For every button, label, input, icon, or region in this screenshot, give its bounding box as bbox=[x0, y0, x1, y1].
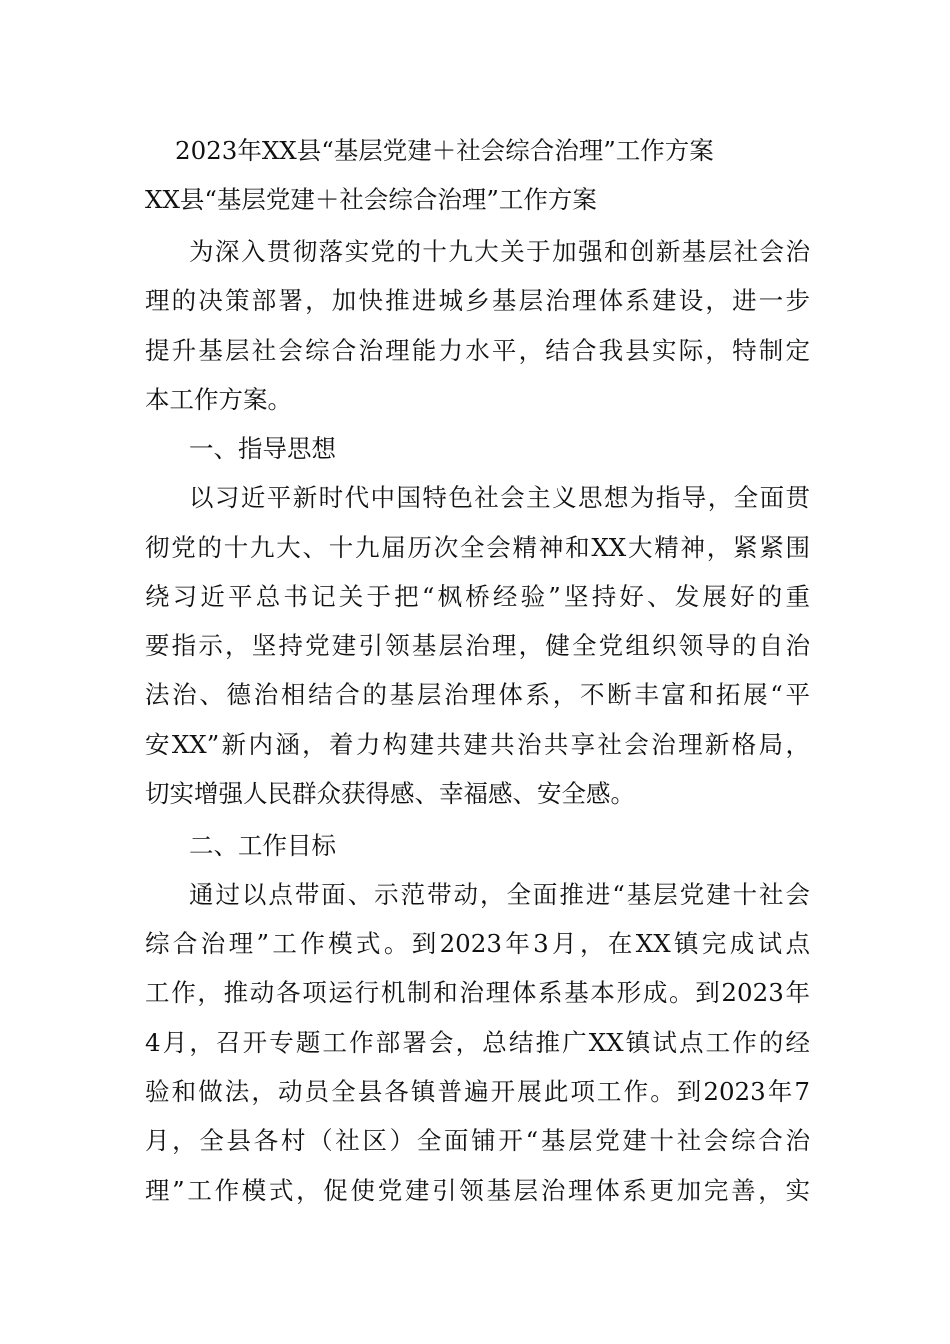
section2-line: 4月，召开专题工作部署会，总结推广XX镇试点工作的经 bbox=[145, 1028, 810, 1057]
section2-line: 理”工作模式，促使党建引领基层治理体系更加完善，实 bbox=[145, 1176, 810, 1205]
section2-line: 验和做法，动员全县各镇普遍开展此项工作。到2023年7 bbox=[145, 1077, 810, 1106]
section2-line: 月，全县各村（社区）全面铺开“基层党建十社会综合治 bbox=[145, 1126, 810, 1155]
section1-line: 切实增强人民群众获得感、幸福感、安全感。 bbox=[145, 779, 635, 808]
section1-line: 法治、德治相结合的基层治理体系，不断丰富和拓展“平 bbox=[145, 680, 810, 709]
section1-line: 安XX”新内涵，着力构建共建共治共享社会治理新格局， bbox=[145, 730, 810, 759]
intro-line: 为深入贯彻落实党的十九大关于加强和创新基层社会治 bbox=[189, 237, 810, 266]
section2-line: 工作，推动各项运行机制和治理体系基本形成。到2023年 bbox=[145, 978, 810, 1007]
section1-line: 绕习近平总书记关于把“枫桥经验”坚持好、发展好的重 bbox=[145, 582, 810, 611]
document-title: 2023年XX县“基层党建＋社会综合治理”工作方案 bbox=[175, 136, 714, 165]
section-heading-work-goals: 二、工作目标 bbox=[189, 831, 336, 860]
section1-line: 以习近平新时代中国特色社会主义思想为指导，全面贯 bbox=[189, 483, 810, 512]
intro-line: 理的决策部署，加快推进城乡基层治理体系建设，进一步 bbox=[145, 286, 810, 315]
section1-line: 彻党的十九大、十九届历次全会精神和XX大精神，紧紧围 bbox=[145, 533, 810, 562]
section2-line: 通过以点带面、示范带动，全面推进“基层党建十社会 bbox=[189, 880, 810, 909]
section1-line: 要指示，坚持党建引领基层治理，健全党组织领导的自治 bbox=[145, 631, 810, 660]
intro-line: 提升基层社会综合治理能力水平，结合我县实际，特制定 bbox=[145, 336, 810, 365]
section-heading-guiding-thought: 一、指导思想 bbox=[189, 434, 336, 463]
document-subtitle: XX县“基层党建＋社会综合治理”工作方案 bbox=[145, 185, 597, 214]
intro-line: 本工作方案。 bbox=[145, 385, 292, 414]
section2-line: 综合治理”工作模式。到2023年3月，在XX镇完成试点 bbox=[145, 929, 810, 958]
